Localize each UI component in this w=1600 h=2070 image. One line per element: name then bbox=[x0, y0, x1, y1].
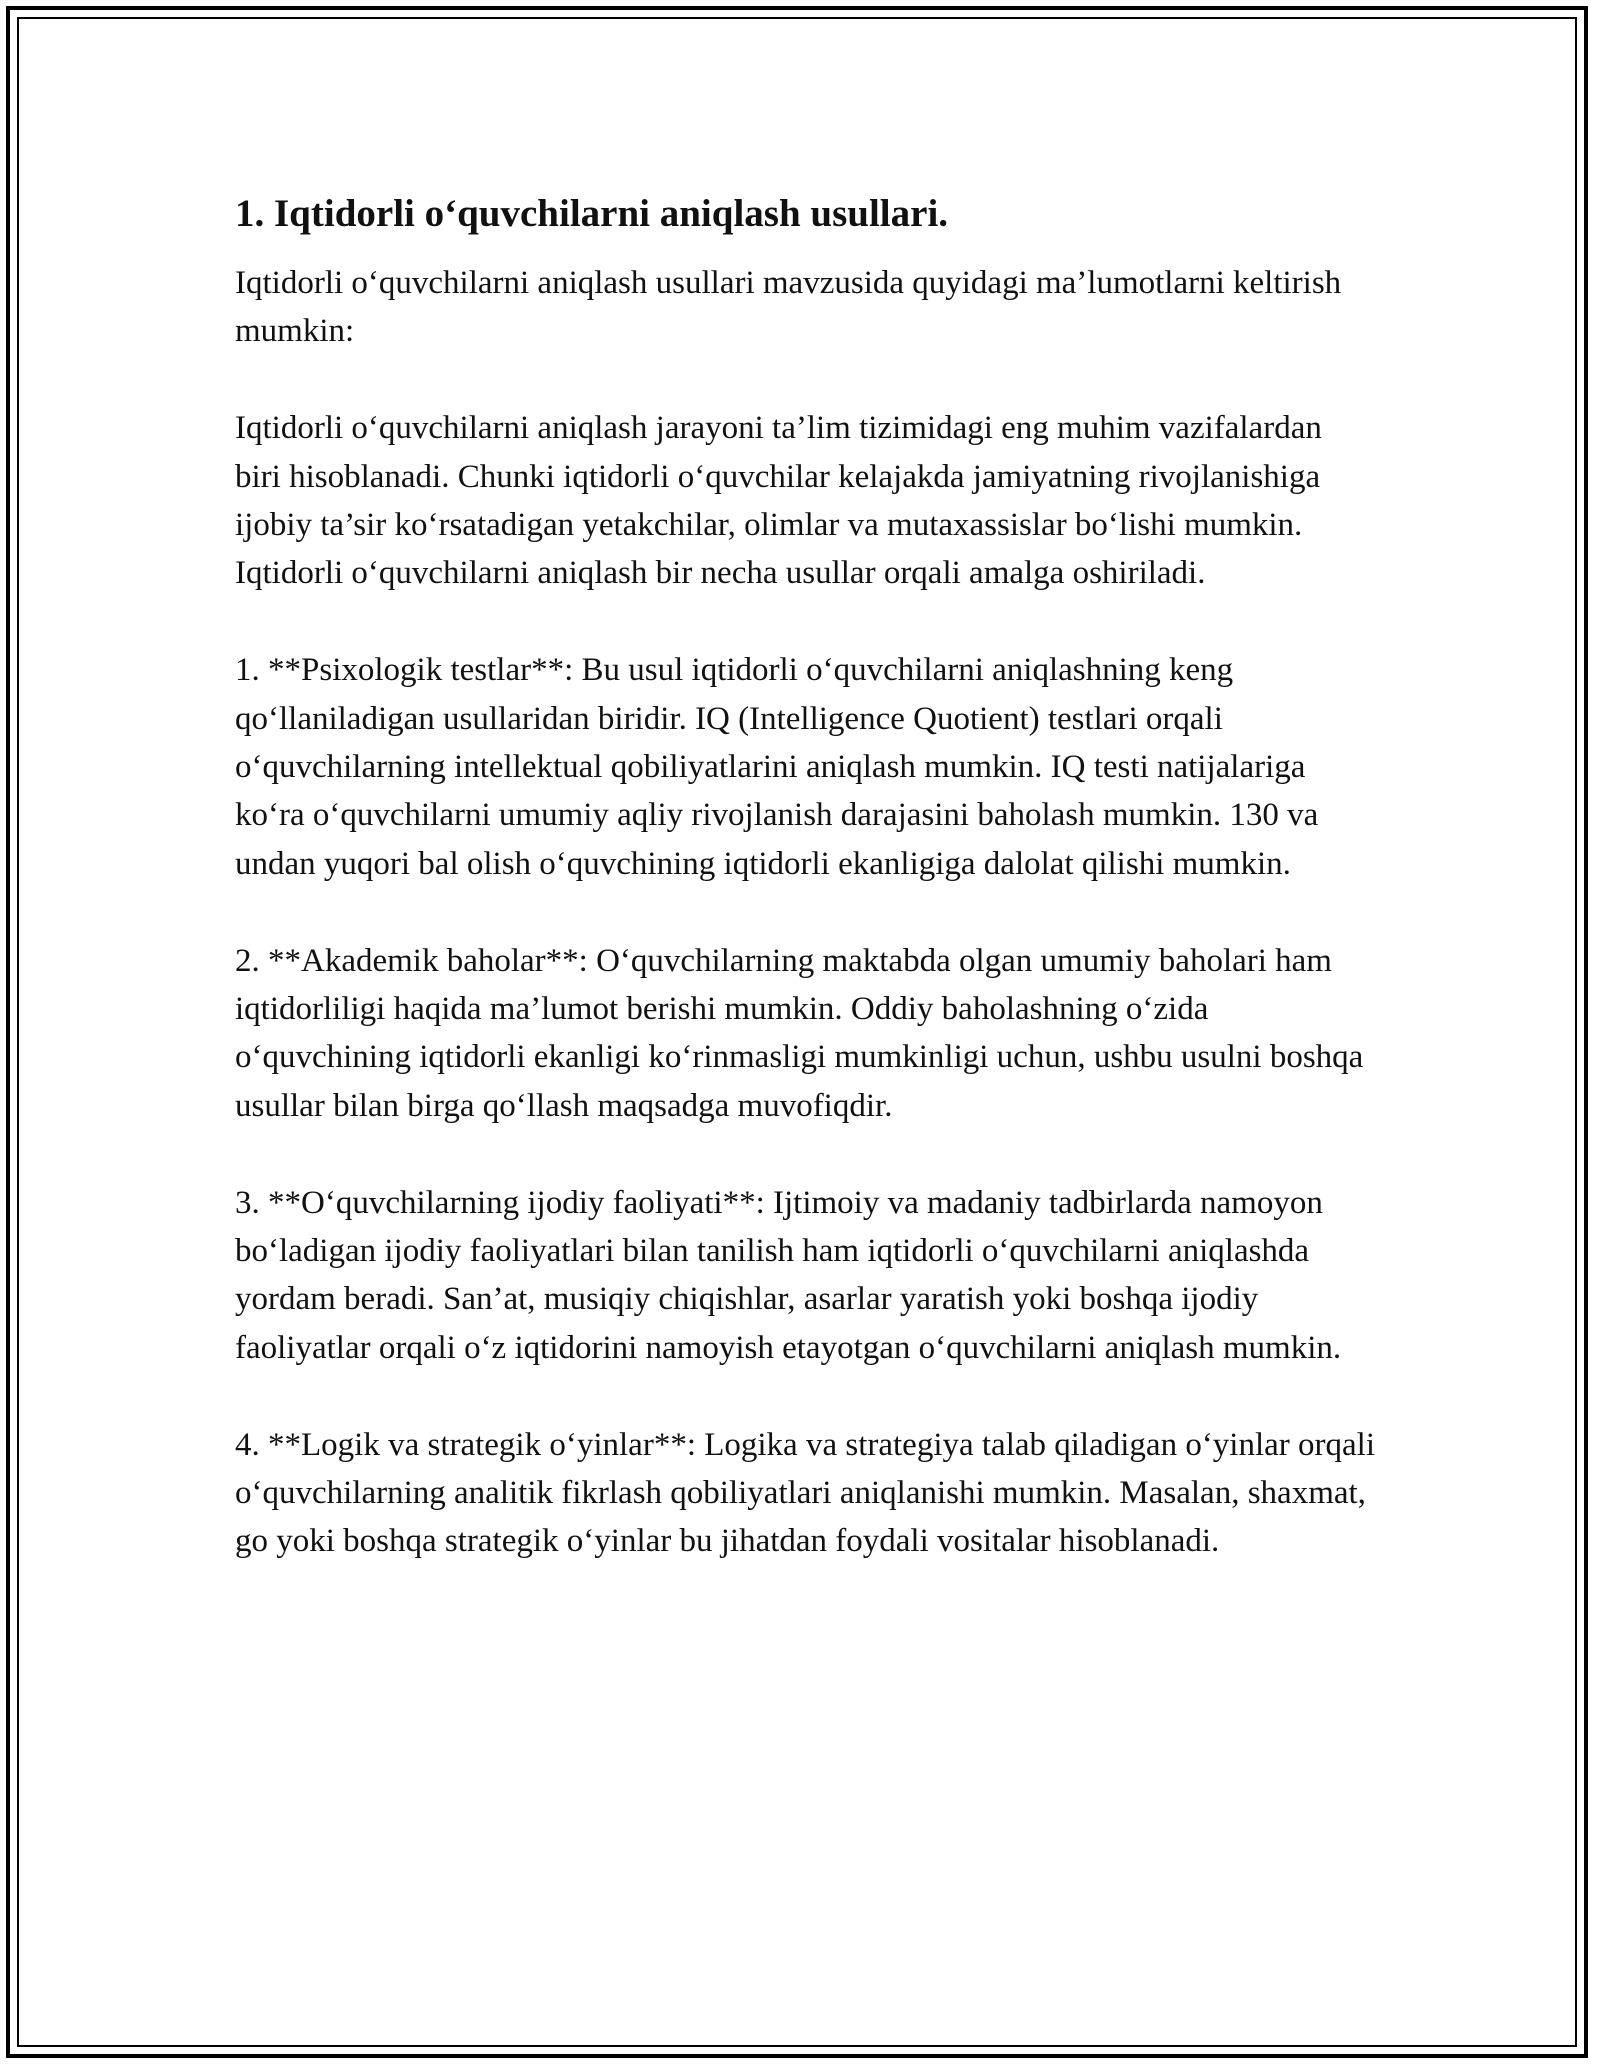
document-title: 1. Iqtidorli o‘quvchilarni aniqlash usullari. bbox=[235, 192, 949, 235]
overview-paragraph: Iqtidorli o‘quvchilarni aniqlash jarayoni ta’lim tizimidagi eng muhim vazifalardan biri hisoblanadi. Chunki iqtidorli o‘quvchilar kelajakda jamiyatning rivojlanishiga ijobiy ta’sir ko‘rsatadigan yetakchilar, olimlar va mutaxassislar bo‘lishi mumkin. Iqtidorli o‘quvchilarni aniqlash bir necha usullar orqali amalga oshiriladi. bbox=[235, 410, 1322, 592]
document-body bbox=[235, 187, 1375, 1614]
method-psixologik-testlar: 1. **Psixologik testlar**: Bu usul iqtidorli o‘quvchilarni aniqlashning keng qo‘llaniladigan usullaridan biridir. IQ (Intelligence Quotient) testlari orqali o‘quvchilarning intellektual qobiliyatlarini aniqlash mumkin. IQ testi natijalariga ko‘ra o‘quvchilarni umumiy aqliy rivojlanish darajasini baholash mumkin. 130 va undan yuqori bal olish o‘quvchining iqtidorli ekanligiga dalolat qilishi mumkin. bbox=[235, 652, 1319, 882]
method-ijodiy-faoliyat: 3. **O‘quvchilarning ijodiy faoliyati**: Ijtimoiy va madaniy tadbirlarda namoyon bo‘ladigan ijodiy faoliyatlari bilan tanilish ham iqtidorli o‘quvchilarni aniqlashda yordam beradi. San’at, musiqiy chiqishlar, asarlar yaratish yoki boshqa ijodiy faoliyatlar orqali o‘z iqtidorini namoyish etayotgan o‘quvchilarni aniqlash mumkin. bbox=[235, 1184, 1342, 1366]
method-logik-oyinlar: 4. **Logik va strategik o‘yinlar**: Logika va strategiya talab qiladigan o‘yinlar orqali o‘quvchilarning analitik fikrlash qobiliyatlari aniqlanishi mumkin. Masalan, shaxmat, go yoki boshqa strategik o‘yinlar bu jihatdan foydali vositalar hisoblanadi. bbox=[235, 1426, 1375, 1560]
method-akademik-baholar: 2. **Akademik baholar**: O‘quvchilarning maktabda olgan umumiy baholari ham iqtidorliligi haqida ma’lumot berishi mumkin. Oddiy baholashning o‘zida o‘quvchining iqtidorli ekanligi ko‘rinmasligi mumkinligi uchun, ushbu usulni boshqa usullar bilan birga qo‘llash maqsadga muvofiqdir. bbox=[235, 942, 1364, 1124]
intro-paragraph: Iqtidorli o‘quvchilarni aniqlash usullari mavzusida quyidagi ma’lumotlarni keltirish mumkin: bbox=[235, 265, 1342, 350]
